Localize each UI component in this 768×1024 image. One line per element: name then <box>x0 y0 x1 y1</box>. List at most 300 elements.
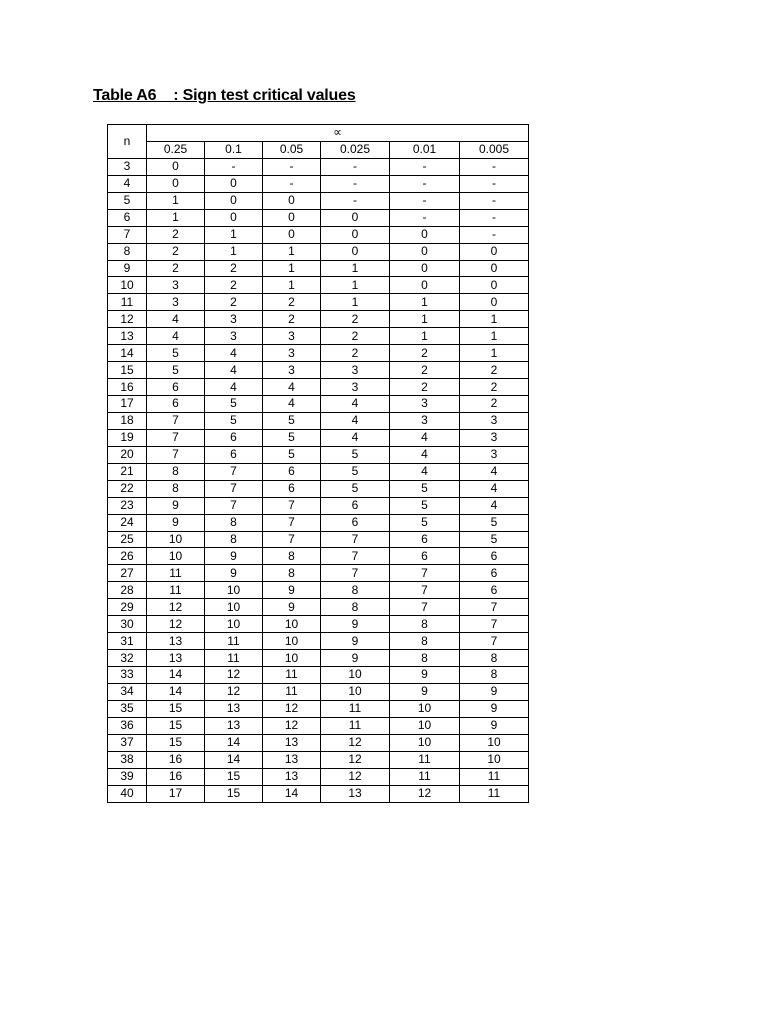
critical-value-cell: 2 <box>390 362 460 379</box>
header-row-levels <box>108 141 529 158</box>
critical-value-cell: 5 <box>147 345 205 362</box>
critical-value-cell: - <box>390 175 460 192</box>
critical-value-cell: 1 <box>321 277 390 294</box>
critical-value-cell: 4 <box>205 379 263 396</box>
table-row <box>108 243 529 260</box>
critical-value-cell: 13 <box>205 700 263 717</box>
critical-value-cell: 10 <box>460 751 529 768</box>
table-row <box>108 446 529 463</box>
critical-value-cell: 9 <box>205 548 263 565</box>
critical-value-cell: 1 <box>460 311 529 328</box>
critical-value-cell: 12 <box>263 700 321 717</box>
n-cell: 3 <box>108 158 147 175</box>
table-row <box>108 582 529 599</box>
critical-value-cell: 10 <box>205 616 263 633</box>
n-cell: 37 <box>108 734 147 751</box>
critical-value-cell: 10 <box>147 531 205 548</box>
critical-value-cell: 9 <box>321 650 390 667</box>
critical-value-cell: 13 <box>205 717 263 734</box>
table-row <box>108 311 529 328</box>
critical-value-cell: 5 <box>460 514 529 531</box>
critical-value-cell: - <box>460 192 529 209</box>
table-row <box>108 192 529 209</box>
critical-value-cell: 0 <box>460 294 529 311</box>
critical-value-cell: 9 <box>321 616 390 633</box>
n-cell: 29 <box>108 599 147 616</box>
alpha-header: ∝ <box>147 125 529 142</box>
critical-value-cell: - <box>460 175 529 192</box>
critical-value-cell: 0 <box>205 175 263 192</box>
critical-value-cell: 7 <box>147 412 205 429</box>
critical-value-cell: 10 <box>390 717 460 734</box>
critical-value-cell: 2 <box>263 294 321 311</box>
critical-value-cell: 9 <box>263 599 321 616</box>
critical-value-cell: 3 <box>390 396 460 413</box>
critical-value-cell: 1 <box>147 209 205 226</box>
critical-value-cell: 3 <box>263 328 321 345</box>
critical-value-cell: 12 <box>321 768 390 785</box>
critical-value-cell: - <box>390 158 460 175</box>
alpha-level-header: 0.005 <box>460 141 529 158</box>
critical-value-cell: 1 <box>263 243 321 260</box>
critical-value-cell: 10 <box>321 683 390 700</box>
critical-value-cell: 15 <box>147 734 205 751</box>
n-cell: 21 <box>108 463 147 480</box>
critical-value-cell: 0 <box>390 243 460 260</box>
critical-value-cell: 7 <box>205 497 263 514</box>
critical-value-cell: 5 <box>390 497 460 514</box>
header-row-alpha <box>108 125 529 142</box>
critical-value-cell: 1 <box>263 260 321 277</box>
n-cell: 23 <box>108 497 147 514</box>
critical-value-cell: 7 <box>390 582 460 599</box>
critical-value-cell: 5 <box>263 446 321 463</box>
critical-value-cell: 14 <box>147 667 205 684</box>
critical-value-cell: 9 <box>147 514 205 531</box>
critical-value-cell: 10 <box>263 633 321 650</box>
critical-value-cell: 13 <box>263 734 321 751</box>
critical-value-cell: - <box>460 209 529 226</box>
n-cell: 15 <box>108 362 147 379</box>
critical-value-cell: 1 <box>390 311 460 328</box>
critical-value-cell: 8 <box>460 667 529 684</box>
critical-value-cell: 10 <box>390 700 460 717</box>
critical-value-cell: 9 <box>321 633 390 650</box>
critical-value-cell: - <box>263 158 321 175</box>
critical-value-cell: 11 <box>390 768 460 785</box>
n-cell: 9 <box>108 260 147 277</box>
critical-value-cell: 2 <box>205 294 263 311</box>
table-row <box>108 294 529 311</box>
critical-value-cell: 2 <box>390 379 460 396</box>
critical-value-cell: 6 <box>460 565 529 582</box>
critical-value-cell: 4 <box>147 311 205 328</box>
critical-value-cell: 11 <box>460 785 529 802</box>
critical-value-cell: 7 <box>147 429 205 446</box>
critical-value-cell: 12 <box>147 599 205 616</box>
critical-value-cell: 10 <box>263 650 321 667</box>
critical-value-cell: 11 <box>263 667 321 684</box>
critical-value-cell: 5 <box>321 446 390 463</box>
critical-value-cell: 9 <box>147 497 205 514</box>
critical-value-cell: 1 <box>460 328 529 345</box>
critical-value-cell: 0 <box>263 192 321 209</box>
critical-value-cell: 12 <box>147 616 205 633</box>
critical-value-cell: - <box>205 158 263 175</box>
critical-value-cell: 9 <box>460 683 529 700</box>
table-row <box>108 565 529 582</box>
critical-value-cell: - <box>321 175 390 192</box>
critical-value-cell: 12 <box>321 751 390 768</box>
critical-value-cell: 5 <box>147 362 205 379</box>
n-cell: 10 <box>108 277 147 294</box>
critical-value-cell: 5 <box>205 412 263 429</box>
n-cell: 28 <box>108 582 147 599</box>
n-cell: 6 <box>108 209 147 226</box>
critical-value-cell: 3 <box>263 362 321 379</box>
critical-value-cell: 0 <box>390 260 460 277</box>
critical-value-cell: 4 <box>263 379 321 396</box>
critical-value-cell: 6 <box>460 582 529 599</box>
critical-value-cell: 8 <box>205 531 263 548</box>
critical-value-cell: 7 <box>263 497 321 514</box>
critical-value-cell: 0 <box>460 260 529 277</box>
critical-value-cell: 3 <box>205 328 263 345</box>
critical-value-cell: 11 <box>205 633 263 650</box>
critical-value-cell: 7 <box>460 599 529 616</box>
critical-value-cell: 4 <box>147 328 205 345</box>
critical-value-cell: 1 <box>205 226 263 243</box>
critical-value-cell: 3 <box>390 412 460 429</box>
critical-value-cell: 7 <box>263 514 321 531</box>
n-cell: 19 <box>108 429 147 446</box>
critical-value-cell: 9 <box>460 717 529 734</box>
critical-value-cell: 6 <box>205 429 263 446</box>
critical-value-cell: 0 <box>263 209 321 226</box>
critical-value-cell: 8 <box>390 616 460 633</box>
table-header <box>108 125 529 159</box>
critical-value-cell: 7 <box>205 463 263 480</box>
critical-value-cell: 7 <box>460 633 529 650</box>
n-cell: 30 <box>108 616 147 633</box>
critical-value-cell: 10 <box>205 599 263 616</box>
table-row <box>108 633 529 650</box>
critical-value-cell: 16 <box>147 751 205 768</box>
critical-value-cell: 16 <box>147 768 205 785</box>
critical-value-cell: 14 <box>147 683 205 700</box>
critical-value-cell: 4 <box>390 429 460 446</box>
critical-value-cell: 7 <box>321 531 390 548</box>
critical-value-cell: 11 <box>321 717 390 734</box>
critical-value-cell: 8 <box>321 599 390 616</box>
critical-value-cell: 3 <box>205 311 263 328</box>
critical-value-cell: 11 <box>205 650 263 667</box>
n-cell: 36 <box>108 717 147 734</box>
table-row <box>108 667 529 684</box>
critical-value-cell: 14 <box>205 734 263 751</box>
critical-value-cell: 1 <box>321 260 390 277</box>
alpha-level-header: 0.01 <box>390 141 460 158</box>
critical-value-cell: 8 <box>263 548 321 565</box>
critical-value-cell: 9 <box>460 700 529 717</box>
critical-value-cell: 2 <box>147 260 205 277</box>
critical-value-cell: 0 <box>321 226 390 243</box>
critical-value-cell: 5 <box>460 531 529 548</box>
n-cell: 22 <box>108 480 147 497</box>
table-row <box>108 209 529 226</box>
critical-value-cell: 0 <box>390 277 460 294</box>
n-cell: 38 <box>108 751 147 768</box>
critical-value-cell: 15 <box>147 717 205 734</box>
critical-value-cell: 3 <box>147 294 205 311</box>
n-cell: 14 <box>108 345 147 362</box>
critical-value-cell: 1 <box>321 294 390 311</box>
critical-value-cell: 13 <box>321 785 390 802</box>
critical-value-cell: 0 <box>263 226 321 243</box>
table-row <box>108 751 529 768</box>
critical-value-cell: 2 <box>321 311 390 328</box>
critical-value-cell: 6 <box>321 497 390 514</box>
critical-value-cell: 6 <box>390 548 460 565</box>
critical-value-cell: 15 <box>205 768 263 785</box>
critical-value-cell: 0 <box>205 192 263 209</box>
n-cell: 40 <box>108 785 147 802</box>
critical-value-cell: - <box>390 209 460 226</box>
n-cell: 12 <box>108 311 147 328</box>
n-cell: 35 <box>108 700 147 717</box>
critical-value-cell: 8 <box>147 480 205 497</box>
page-title: Table A6 : Sign test critical values <box>93 87 356 104</box>
critical-value-cell: 5 <box>263 429 321 446</box>
critical-value-cell: 11 <box>321 700 390 717</box>
critical-value-cell: 3 <box>263 345 321 362</box>
critical-value-cell: 0 <box>321 209 390 226</box>
critical-value-cell: 5 <box>205 396 263 413</box>
table-row <box>108 734 529 751</box>
critical-value-cell: 2 <box>321 328 390 345</box>
critical-value-cell: 13 <box>263 768 321 785</box>
table-row <box>108 463 529 480</box>
n-cell: 39 <box>108 768 147 785</box>
critical-value-cell: 11 <box>460 768 529 785</box>
critical-value-cell: 9 <box>390 667 460 684</box>
table-row <box>108 362 529 379</box>
table-row <box>108 683 529 700</box>
critical-value-cell: 8 <box>263 565 321 582</box>
sign-test-table <box>107 124 529 803</box>
table-row <box>108 768 529 785</box>
table-row <box>108 175 529 192</box>
table-row <box>108 497 529 514</box>
critical-value-cell: 9 <box>205 565 263 582</box>
critical-value-cell: 7 <box>390 565 460 582</box>
critical-value-cell: 11 <box>147 565 205 582</box>
critical-value-cell: 12 <box>390 785 460 802</box>
critical-value-cell: 6 <box>263 480 321 497</box>
critical-value-cell: 11 <box>390 751 460 768</box>
critical-value-cell: 13 <box>147 650 205 667</box>
critical-value-cell: 2 <box>321 345 390 362</box>
critical-value-cell: 6 <box>263 463 321 480</box>
critical-value-cell: 6 <box>390 531 460 548</box>
critical-value-cell: 3 <box>460 446 529 463</box>
n-cell: 4 <box>108 175 147 192</box>
critical-value-cell: 8 <box>205 514 263 531</box>
critical-value-cell: 3 <box>460 412 529 429</box>
critical-value-cell: 4 <box>390 446 460 463</box>
critical-value-cell: - <box>263 175 321 192</box>
critical-value-cell: 7 <box>321 565 390 582</box>
critical-value-cell: - <box>321 192 390 209</box>
critical-value-cell: - <box>321 158 390 175</box>
critical-value-cell: 7 <box>460 616 529 633</box>
critical-value-cell: 0 <box>205 209 263 226</box>
critical-value-cell: 0 <box>321 243 390 260</box>
critical-value-cell: 10 <box>460 734 529 751</box>
critical-value-cell: 8 <box>390 650 460 667</box>
critical-value-cell: 6 <box>205 446 263 463</box>
critical-value-cell: 0 <box>147 175 205 192</box>
critical-value-cell: 7 <box>321 548 390 565</box>
critical-value-cell: 2 <box>147 226 205 243</box>
n-cell: 13 <box>108 328 147 345</box>
critical-value-cell: 8 <box>460 650 529 667</box>
critical-value-cell: 5 <box>263 412 321 429</box>
critical-value-cell: 2 <box>390 345 460 362</box>
n-cell: 5 <box>108 192 147 209</box>
critical-value-cell: - <box>390 192 460 209</box>
critical-value-cell: 1 <box>460 345 529 362</box>
critical-value-cell: 1 <box>390 294 460 311</box>
table-row <box>108 328 529 345</box>
critical-value-cell: 3 <box>460 429 529 446</box>
critical-value-cell: 11 <box>147 582 205 599</box>
critical-value-cell: 4 <box>263 396 321 413</box>
n-cell: 17 <box>108 396 147 413</box>
critical-value-cell: 12 <box>205 683 263 700</box>
critical-value-cell: 6 <box>147 396 205 413</box>
critical-value-cell: 10 <box>263 616 321 633</box>
critical-value-cell: 7 <box>390 599 460 616</box>
critical-value-cell: 0 <box>460 243 529 260</box>
alpha-level-header: 0.1 <box>205 141 263 158</box>
critical-value-cell: 5 <box>321 463 390 480</box>
critical-value-cell: 0 <box>147 158 205 175</box>
n-cell: 7 <box>108 226 147 243</box>
critical-value-cell: 1 <box>390 328 460 345</box>
n-cell: 11 <box>108 294 147 311</box>
critical-value-cell: 2 <box>460 396 529 413</box>
critical-value-cell: 4 <box>460 497 529 514</box>
critical-value-cell: 13 <box>263 751 321 768</box>
critical-value-cell: 12 <box>263 717 321 734</box>
critical-value-cell: 4 <box>321 396 390 413</box>
critical-value-cell: - <box>460 226 529 243</box>
critical-value-cell: 2 <box>205 277 263 294</box>
critical-value-cell: 2 <box>460 379 529 396</box>
table-row <box>108 531 529 548</box>
n-cell: 26 <box>108 548 147 565</box>
critical-value-cell: 4 <box>460 463 529 480</box>
critical-value-cell: 1 <box>263 277 321 294</box>
critical-value-cell: 13 <box>147 633 205 650</box>
table-row <box>108 650 529 667</box>
n-cell: 25 <box>108 531 147 548</box>
n-cell: 18 <box>108 412 147 429</box>
critical-value-cell: 2 <box>460 362 529 379</box>
critical-value-cell: 12 <box>205 667 263 684</box>
critical-value-cell: 1 <box>205 243 263 260</box>
table-row <box>108 379 529 396</box>
critical-value-cell: 3 <box>321 362 390 379</box>
critical-value-cell: 6 <box>147 379 205 396</box>
critical-value-cell: 4 <box>321 412 390 429</box>
critical-value-cell: 0 <box>390 226 460 243</box>
n-cell: 20 <box>108 446 147 463</box>
n-column-header: n <box>108 125 147 159</box>
critical-value-cell: 15 <box>205 785 263 802</box>
table-row <box>108 412 529 429</box>
n-cell: 31 <box>108 633 147 650</box>
critical-value-cell: 7 <box>205 480 263 497</box>
critical-value-cell: 2 <box>205 260 263 277</box>
critical-value-cell: 4 <box>205 345 263 362</box>
table-row <box>108 616 529 633</box>
table-body <box>108 158 529 802</box>
critical-value-cell: 5 <box>390 480 460 497</box>
n-cell: 8 <box>108 243 147 260</box>
critical-value-cell: 10 <box>147 548 205 565</box>
critical-value-cell: 10 <box>205 582 263 599</box>
alpha-level-header: 0.05 <box>263 141 321 158</box>
n-cell: 16 <box>108 379 147 396</box>
table-row <box>108 345 529 362</box>
critical-value-cell: 6 <box>460 548 529 565</box>
critical-value-cell: 5 <box>390 514 460 531</box>
critical-value-cell: 2 <box>263 311 321 328</box>
critical-value-cell: 14 <box>263 785 321 802</box>
critical-value-cell: 9 <box>390 683 460 700</box>
table-row <box>108 785 529 802</box>
critical-value-cell: 7 <box>147 446 205 463</box>
alpha-level-header: 0.25 <box>147 141 205 158</box>
table-row <box>108 717 529 734</box>
critical-value-cell: 17 <box>147 785 205 802</box>
critical-value-cell: 4 <box>321 429 390 446</box>
critical-value-cell: 10 <box>321 667 390 684</box>
n-cell: 34 <box>108 683 147 700</box>
critical-value-cell: 2 <box>147 243 205 260</box>
critical-value-cell: 4 <box>205 362 263 379</box>
critical-value-cell: 7 <box>263 531 321 548</box>
critical-value-cell: 8 <box>147 463 205 480</box>
critical-value-cell: 8 <box>390 633 460 650</box>
critical-value-cell: 11 <box>263 683 321 700</box>
critical-value-cell: 0 <box>460 277 529 294</box>
table-row <box>108 429 529 446</box>
critical-value-cell: 4 <box>390 463 460 480</box>
critical-value-cell: 14 <box>205 751 263 768</box>
critical-value-cell: 8 <box>321 582 390 599</box>
table-row <box>108 480 529 497</box>
table-row <box>108 599 529 616</box>
critical-value-cell: 4 <box>460 480 529 497</box>
table-row <box>108 548 529 565</box>
table-row <box>108 158 529 175</box>
n-cell: 32 <box>108 650 147 667</box>
critical-value-cell: - <box>460 158 529 175</box>
table-row <box>108 277 529 294</box>
